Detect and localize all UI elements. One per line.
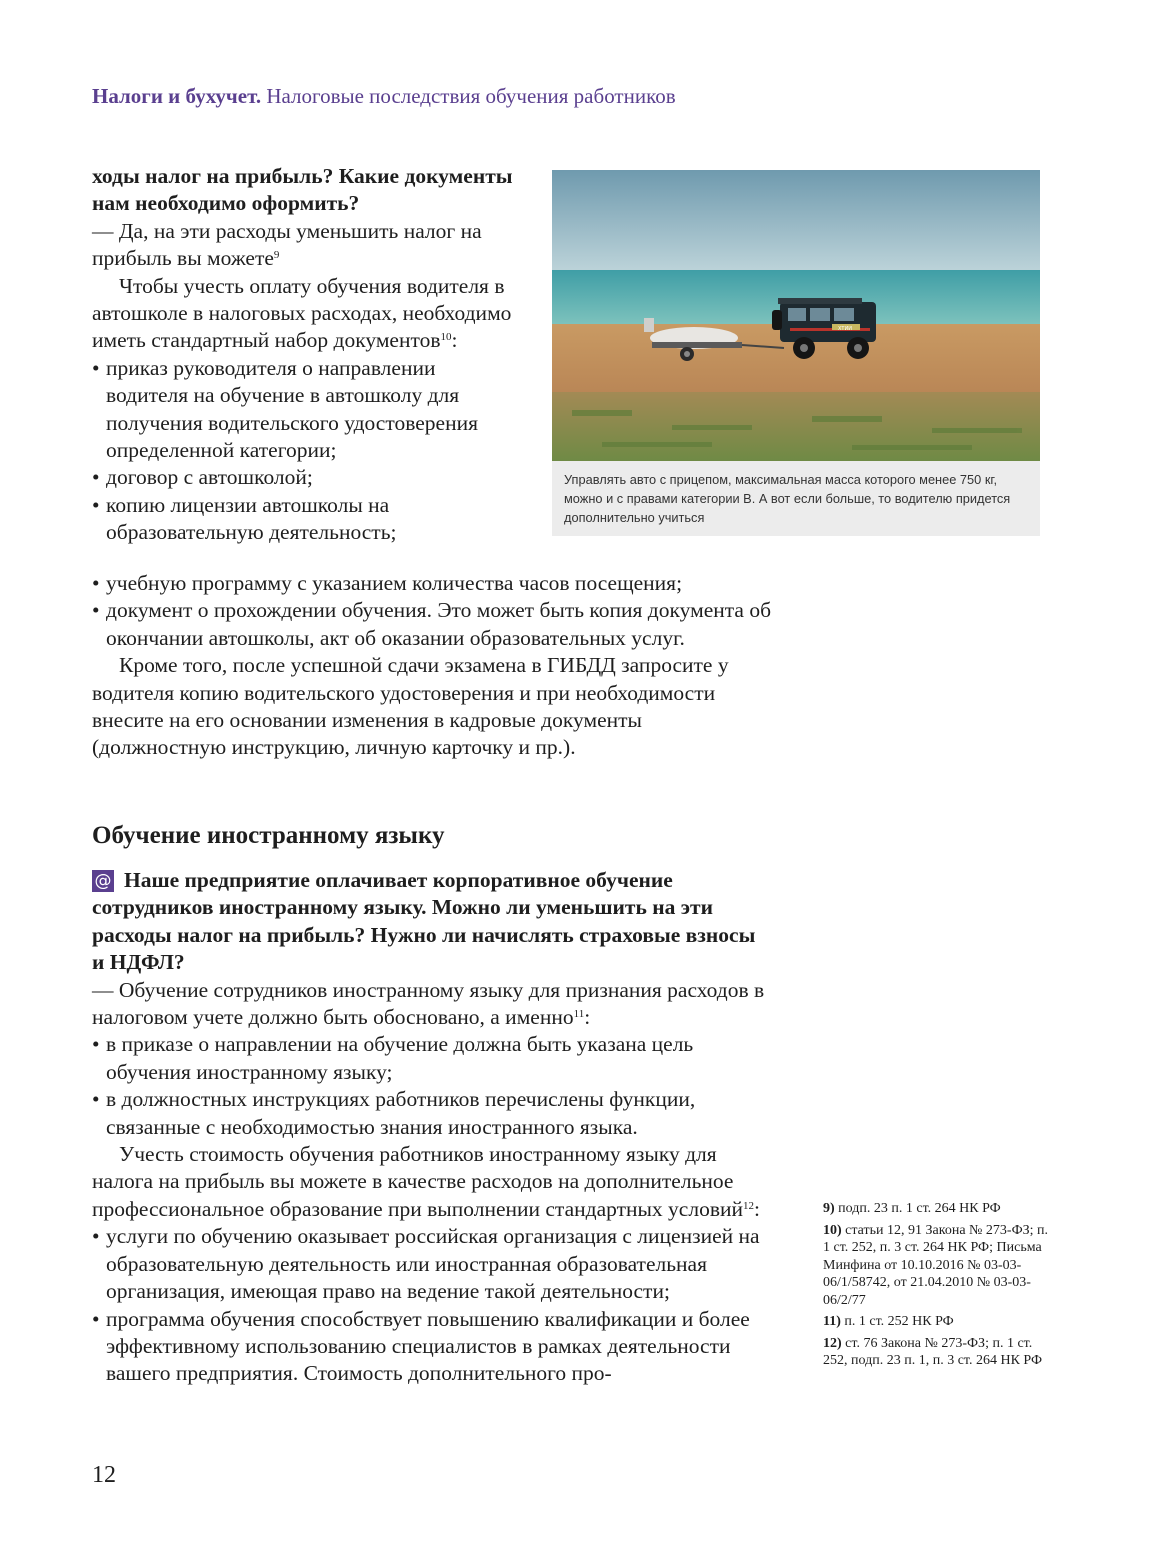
footnote-ref: 9 (273, 249, 280, 262)
list-item: • учебную программу с указанием количества часов посещения; (92, 570, 772, 597)
footnote: 9) подп. 23 п. 1 ст. 264 НК РФ (823, 1201, 1001, 1216)
list-item: • программа обучения способствует повышению квалификации и более эффективному использованию специалистов в рамках деятельности вашего предприятия. Стоимость дополнительного про- (92, 1306, 772, 1388)
section-question: @ Наше предприятие оплачивает корпоративное обучение сотрудников иностранному языку. Можно ли уменьшить на эти расходы налог на прибыль? Нужно ли начислять страховые взносы и НДФЛ? (92, 868, 756, 975)
list-item: • документ о прохождении обучения. Это может быть копия документа об окончании автошколы, акт об оказании образовательных услуг. (92, 597, 772, 652)
list-item: • услуги по обучению оказывает российская организация с лицензией на образовательную деятельность или иностранная образовательная организация, имеющая право на ведение такой деятельности; (92, 1223, 772, 1305)
section-heading: Обучение иностранному языку (92, 822, 445, 849)
running-head-section: Налоги и бухучет. (92, 84, 262, 108)
list-item: • договор с автошколой; (92, 464, 514, 491)
gibdd-paragraph: Кроме того, после успешной сдачи экзамена в ГИБДД запросите у водителя копию водительского удостоверения и при необходимости внесите на его основании изменения в кадровые документы (должностную инструкцию, личную карточку и пр.). (92, 653, 729, 760)
documents-list (92, 355, 514, 547)
list-item: • копию лицензии автошколы на образовательную деятельность; (92, 492, 514, 547)
running-head-title: Налоговые последствия обучения работников (266, 84, 676, 108)
footnote-ref: 11 (573, 1008, 585, 1021)
footnotes (823, 1200, 1053, 1374)
photo-car-with-trailer (552, 170, 1040, 461)
list-item: • в приказе о направлении на обучение должна быть указана цель обучения иностранному языку; (92, 1031, 772, 1086)
footnote: 12) ст. 76 Закона № 273-ФЗ; п. 1 ст. 252, подп. 23 п. 1, п. 3 ст. 264 НК РФ (823, 1335, 1043, 1368)
answer-start: — Да, на эти расходы уменьшить налог на прибыль вы можете$^9$ (92, 218, 482, 271)
list-item: • в должностных инструкциях работников перечислены функции, связанные с необходимостью знания иностранного языка. (92, 1086, 772, 1141)
page-number: 12 (92, 1462, 116, 1488)
column-middle (92, 570, 772, 762)
column-bottom (92, 867, 772, 1388)
list-item: • приказ руководителя о направлении водителя на обучение в автошколу для получения водительского удостоверения определенной категории; (92, 355, 514, 465)
column-top (92, 163, 514, 547)
documents-list-continued (92, 570, 772, 652)
photo-figure (552, 170, 1040, 536)
footnote: 11) п. 1 ст. 252 НК РФ (823, 1314, 954, 1329)
footnote: 10) статьи 12, 91 Закона № 273-ФЗ; п. 1 ст. 252, п. 3 ст. 264 НК РФ; Письма Минфина от 10.10.2016 № 03-03-06/1/58742, от 21.04.2010 № 03-03-06/2/77 (823, 1222, 1049, 1308)
conditions-list (92, 1223, 772, 1387)
section-answer: — Обучение сотрудников иностранному языку для признания расходов в налоговом учете должно быть обосновано, а именно$^{11}$: (92, 977, 765, 1030)
conditions-paragraph: Учесть стоимость обучения работников иностранному языку для налога на прибыль вы можете в качестве расходов на дополнительное профессиональное образование при выполнении стандартных условий$^{12}$: (92, 1142, 760, 1221)
question-end: ходы налог на прибыль? Какие документы нам необходимо оформить? (92, 164, 513, 216)
photo-caption: Управлять авто с прицепом, максимальная масса которого менее 750 кг, можно и с правами категории B. А вот если больше, то водителю придется дополнительно учиться (564, 472, 1011, 525)
justification-list (92, 1031, 772, 1141)
footnote-ref: 12 (742, 1199, 754, 1212)
car-label: ХТИИ (838, 326, 852, 332)
intro-paragraph: Чтобы учесть оплату обучения водителя в автошколе в налоговых расходах, необходимо иметь стандартный набор документов$^{10}$: (92, 273, 512, 353)
footnote-ref: 10 (440, 331, 452, 344)
running-head (92, 82, 676, 110)
at-icon: @ (92, 870, 114, 892)
